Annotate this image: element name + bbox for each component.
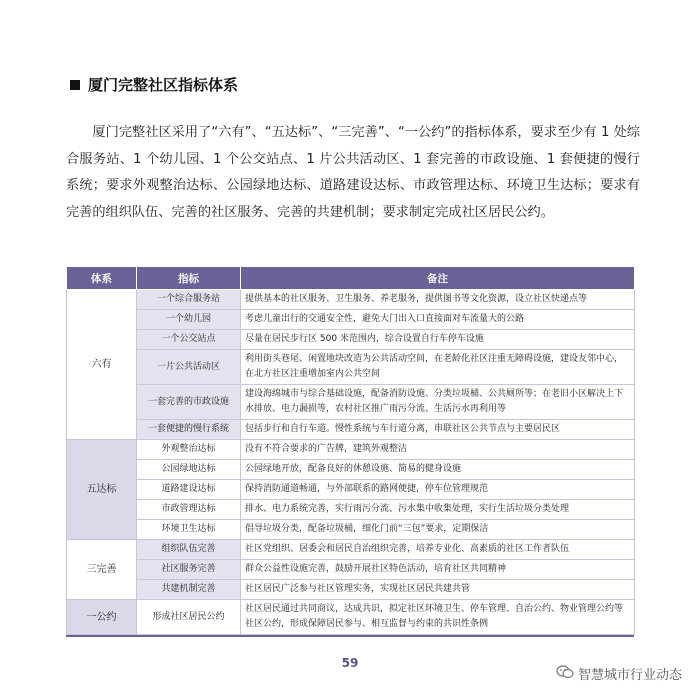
table-row (67, 420, 635, 440)
note-cell: 保持消防通道畅通，与外部联系的路网便捷，停车位管理规范 (241, 480, 635, 500)
note-cell: 考虑儿童出行的交通安全性，避免大门出入口直接面对车流量大的公路 (241, 310, 635, 330)
section-heading (70, 74, 238, 95)
watermark-text: 智慧城市行业动态 (577, 668, 682, 683)
note-cell: 社区党组织、居委会和居民自治组织完善，培养专业化、高素质的社区工作者队伍 (241, 540, 635, 560)
table-row (67, 500, 635, 520)
table-row (67, 385, 635, 420)
indicator-cell: 形成社区居民公约 (137, 600, 241, 635)
section-title: 厦门完整社区指标体系 (88, 76, 239, 94)
table-bottom-rule (66, 635, 634, 637)
indicator-cell: 公园绿地达标 (137, 460, 241, 480)
indicator-table (66, 266, 635, 635)
header-note: 备注 (241, 267, 635, 290)
table-row (67, 330, 635, 350)
table-row (67, 580, 635, 600)
table-row (67, 540, 635, 560)
table-row (67, 600, 635, 635)
note-cell: 社区居民通过共同商议，达成共识，拟定社区环境卫生、停车管理、自治公约、物业管理公约等社区公约，形成保障居民参与、相互监督与约束的共识性条例 (241, 600, 635, 635)
system-cell: 六有 (67, 290, 137, 440)
wechat-icon (556, 665, 574, 683)
table-row (67, 560, 635, 580)
indicator-cell: 一个综合服务站 (137, 290, 241, 310)
table-body (67, 290, 635, 635)
indicator-cell: 环境卫生达标 (137, 520, 241, 540)
note-cell: 建设海绵城市与综合基础设施，配备消防设施、分类垃圾桶、公共厕所等；在老旧小区解决上下水排放、电力漏损等，农村社区推广雨污分流、生活污水再利用等 (241, 385, 635, 420)
note-cell: 社区居民广泛参与社区管理实务，实现社区居民共建共管 (241, 580, 635, 600)
table-row (67, 480, 635, 500)
system-cell: 三完善 (67, 540, 137, 600)
indicator-cell: 共建机制完善 (137, 580, 241, 600)
table-row (67, 520, 635, 540)
page-number: 59 (341, 656, 359, 670)
system-cell: 一公约 (67, 600, 137, 635)
indicator-cell: 一套完善的市政设施 (137, 385, 241, 420)
indicator-cell: 一个公交站点 (137, 330, 241, 350)
note-cell: 利用街头巷尾、闲置地块改造为公共活动空间，在老龄化社区注重无障碍设施，建设友邻中心，在北方社区注重增加室内公共空间 (241, 350, 635, 385)
indicator-cell: 一片公共活动区 (137, 350, 241, 385)
indicator-cell: 组织队伍完善 (137, 540, 241, 560)
header-indicator: 指标 (137, 267, 241, 290)
intro-paragraph: 厦门完整社区采用了“六有”、“五达标”、“三完善”、“一公约”的指标体系，要求至少有 1 处综合服务站、1 个幼儿园、1 个公交站点、1 片公共活动区、1 套完善的市政设施、1 套便捷的慢行系统；要求外观整治达标、公园绿地达标、道路建设达标、市政管理达标、环境卫生达标；要求有完善的组织队伍、完善的社区服务、完善的共建机制；要求制定完成社区居民公约。 (66, 125, 640, 220)
indicator-cell: 一个幼儿园 (137, 310, 241, 330)
note-cell: 提供基本的社区服务、卫生服务、养老服务，提供图书等文化资源，设立社区快递点等 (241, 290, 635, 310)
watermark (556, 664, 682, 683)
note-cell: 没有不符合要求的广告牌，建筑外观整洁 (241, 440, 635, 460)
indicator-cell: 市政管理达标 (137, 500, 241, 520)
system-cell: 五达标 (67, 440, 137, 540)
header-system: 体系 (67, 267, 137, 290)
table-row (67, 440, 635, 460)
table-row (67, 350, 635, 385)
note-cell: 公园绿地开放，配备良好的休憩设施、简易的健身设施 (241, 460, 635, 480)
table-row (67, 460, 635, 480)
note-cell: 倡导垃圾分类，配备垃圾桶，细化门前“三包”要求，定期保洁 (241, 520, 635, 540)
note-cell: 群众公益性设施完善，鼓励开展社区特色活动，培育社区共同精神 (241, 560, 635, 580)
indicator-cell: 社区服务完善 (137, 560, 241, 580)
indicator-cell: 一套便捷的慢行系统 (137, 420, 241, 440)
table-header-row (67, 267, 635, 290)
square-bullet-icon (70, 80, 80, 90)
note-cell: 尽量在居民步行区 500 米范围内，综合设置自行车停车设施 (241, 330, 635, 350)
table-row (67, 310, 635, 330)
note-cell: 包括步行和自行车道。慢性系统与车行道分离，串联社区公共节点与主要居民区 (241, 420, 635, 440)
indicator-cell: 外观整治达标 (137, 440, 241, 460)
note-cell: 排水、电力系统完善，实行雨污分流、污水集中收集处理，实行生活垃圾分类处理 (241, 500, 635, 520)
indicator-cell: 道路建设达标 (137, 480, 241, 500)
table-row (67, 290, 635, 310)
